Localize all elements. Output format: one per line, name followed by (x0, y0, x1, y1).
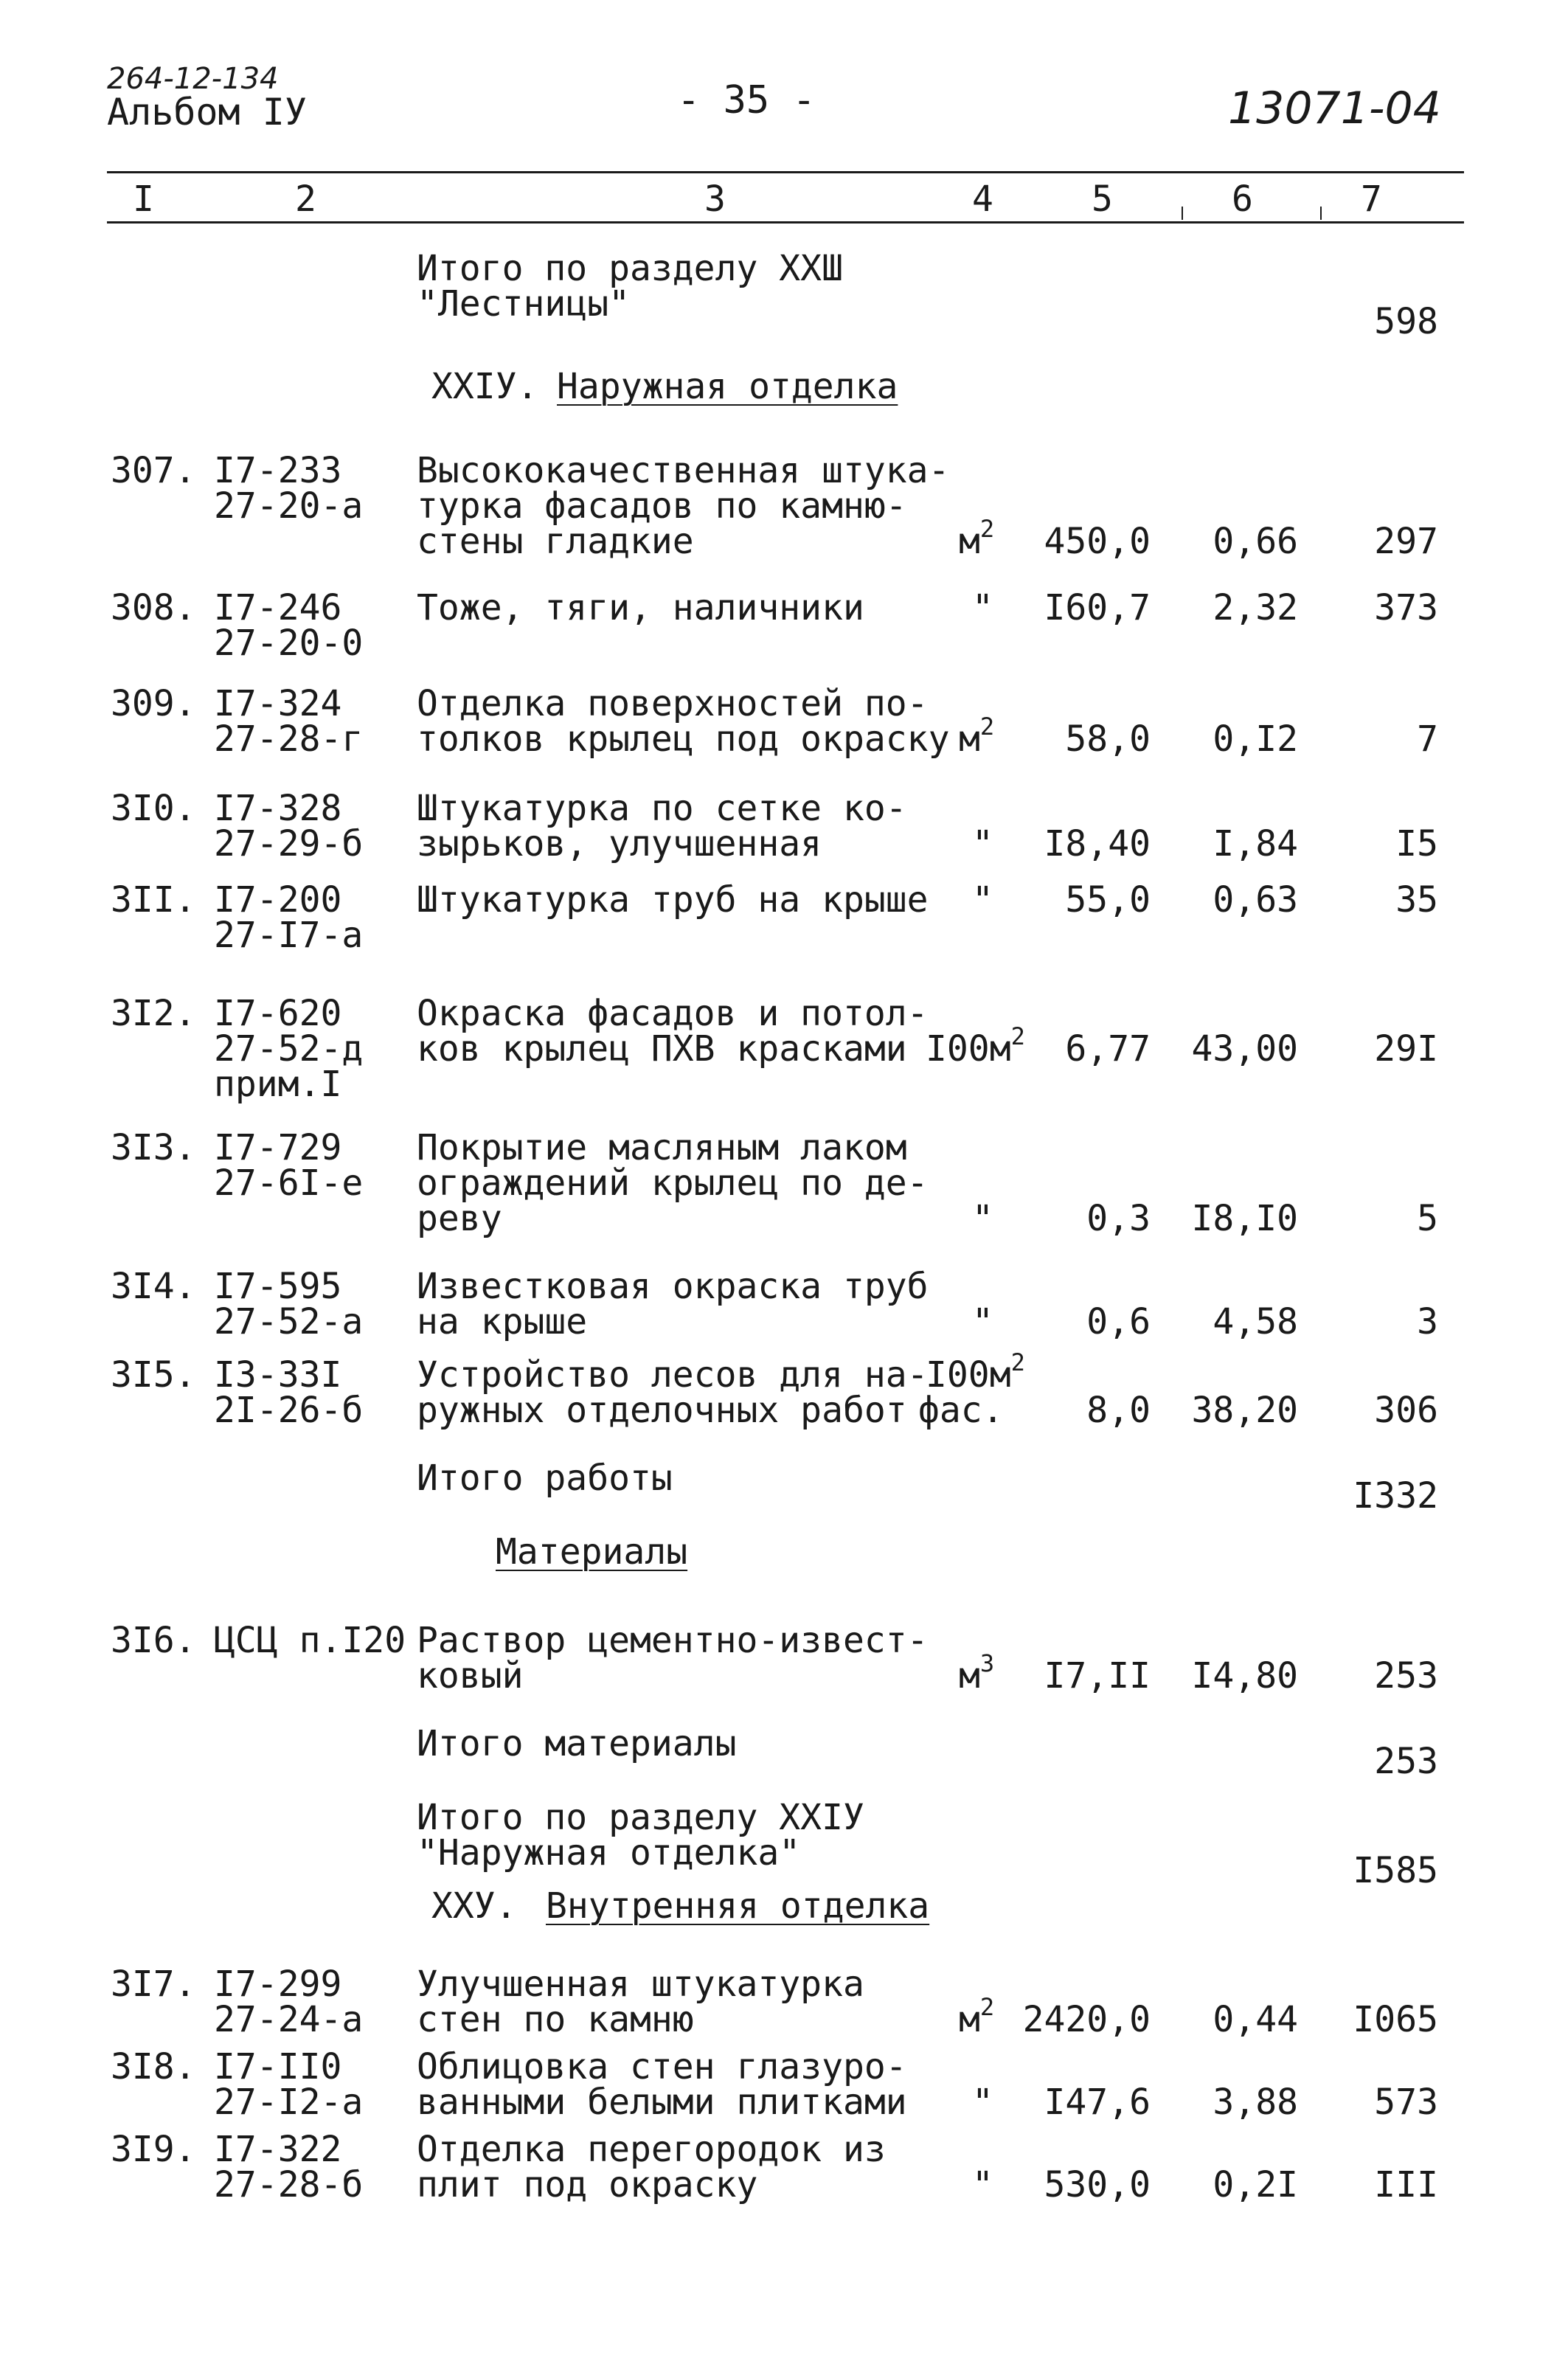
row-description: Устройство лесов для на- (417, 1354, 929, 1396)
row-total: 306 (1374, 1390, 1438, 1431)
row-unit-price: 0,I2 (1213, 718, 1298, 760)
row-quantity: I7,II (1044, 1655, 1151, 1697)
row-number: 3I5. (111, 1354, 196, 1396)
total-label: Итого по разделу ХХШ (417, 248, 843, 289)
row-unit-price: 4,58 (1213, 1301, 1298, 1342)
row-number: 3I8. (111, 2046, 196, 2087)
column-divider-7 (1320, 207, 1322, 220)
row-code: 27-24-а (214, 1999, 364, 2040)
row-code: 27-20-0 (214, 623, 364, 664)
row-unit-price: 43,00 (1191, 1028, 1298, 1070)
row-description: Высококачественная штука- (417, 450, 950, 491)
row-total: 3 (1417, 1301, 1438, 1342)
row-code: I7-595 (214, 1266, 342, 1307)
row-number: 309. (111, 683, 196, 724)
row-code: I7-233 (214, 450, 342, 491)
column-header-3: 3 (704, 179, 726, 220)
row-description: ковый (417, 1655, 524, 1697)
album-label: Альбом IУ (107, 91, 307, 134)
row-unit-price: I8,I0 (1191, 1198, 1298, 1239)
row-unit: " (972, 1198, 993, 1239)
document-code: 264-12-134 (107, 62, 279, 96)
row-description: турка фасадов по камню- (417, 485, 907, 527)
row-code: I7-322 (214, 2129, 342, 2170)
row-description: Штукатурка по сетке ко- (417, 788, 907, 829)
row-total: I065 (1353, 1999, 1438, 2040)
row-total: 253 (1374, 1655, 1438, 1697)
row-unit-price: 2,32 (1213, 587, 1298, 628)
total-value: I585 (1353, 1850, 1438, 1891)
column-header-1: I (133, 179, 154, 220)
row-number: 3I3. (111, 1127, 196, 1168)
row-code: 27-20-а (214, 485, 364, 527)
row-code: I7-729 (214, 1127, 342, 1168)
row-description: Раствор цементно-извест- (417, 1620, 929, 1661)
row-code: I7-200 (214, 879, 342, 921)
row-code: I3-33I (214, 1354, 342, 1396)
row-unit: " (972, 823, 993, 864)
row-quantity: 2420,0 (1022, 1999, 1151, 2040)
unit-superscript: 3 (979, 1649, 995, 1677)
row-unit-price: 3,88 (1213, 2082, 1298, 2123)
row-code: I7-246 (214, 587, 342, 628)
section-title: Внутренняя отделка (546, 1885, 930, 1927)
total-label: Итого работы (417, 1458, 673, 1499)
row-code: I7-328 (214, 788, 342, 829)
document-stamp: 13071-04 (1228, 83, 1441, 134)
row-total: 373 (1374, 587, 1438, 628)
row-description: реву (417, 1198, 502, 1239)
row-code: 27-28-б (214, 2164, 364, 2205)
unit-superscript: 2 (1010, 1348, 1025, 1376)
row-unit: $м^2$ (959, 515, 995, 562)
row-description: Покрытие масляным лаком (417, 1127, 907, 1168)
row-quantity: I60,7 (1044, 587, 1151, 628)
row-number: 3I2. (111, 993, 196, 1034)
row-total: 297 (1374, 521, 1438, 562)
total-label: "Наружная отделка" (417, 1832, 801, 1874)
row-description: стен по камню (417, 1999, 694, 2040)
row-code: прим.I (214, 1064, 342, 1105)
row-quantity: 0,3 (1086, 1198, 1151, 1239)
row-code: 27-28-г (214, 718, 364, 760)
row-unit-price: 38,20 (1191, 1390, 1298, 1431)
row-code: 2I-26-б (214, 1390, 364, 1431)
row-unit: $м^2$ (959, 713, 995, 760)
row-quantity: 6,77 (1065, 1028, 1151, 1070)
row-unit: " (972, 2164, 993, 2205)
column-header-6: 6 (1232, 179, 1253, 220)
page-number: - 35 - (677, 78, 816, 122)
column-header-5: 5 (1092, 179, 1113, 220)
row-unit: " (972, 587, 993, 628)
row-unit-price: I,84 (1213, 823, 1298, 864)
row-total: 7 (1417, 718, 1438, 760)
row-unit: $I00м^2$ (926, 1022, 1025, 1070)
row-quantity: 0,6 (1086, 1301, 1151, 1342)
header-bottom-rule (107, 221, 1464, 223)
row-total: 35 (1395, 879, 1438, 921)
row-unit-price: I4,80 (1191, 1655, 1298, 1697)
row-code: I7-324 (214, 683, 342, 724)
row-unit: " (972, 1301, 993, 1342)
row-description: на крыше (417, 1301, 588, 1342)
row-unit: $м^2$ (959, 1993, 995, 2040)
unit-superscript: 2 (979, 1993, 995, 2021)
row-code: 27-52-д (214, 1028, 364, 1070)
row-code: 27-6I-е (214, 1162, 364, 1204)
row-unit-price: 0,63 (1213, 879, 1298, 921)
row-code: 27-I2-а (214, 2082, 364, 2123)
row-unit: " (972, 2082, 993, 2123)
row-description: Отделка перегородок из (417, 2129, 886, 2170)
total-label: Итого по разделу ХХIУ (417, 1797, 864, 1838)
row-number: 3II. (111, 879, 196, 921)
row-unit-line2: фас. (918, 1390, 1004, 1431)
subsection-title: Материалы (496, 1531, 688, 1573)
row-quantity: 530,0 (1044, 2164, 1151, 2205)
row-quantity: 55,0 (1065, 879, 1151, 921)
row-description: ружных отделочных работ (417, 1390, 907, 1431)
column-header-7: 7 (1361, 179, 1382, 220)
row-description: Улучшенная штукатурка (417, 1964, 864, 2005)
unit-superscript: 2 (979, 713, 995, 741)
row-description: Окраска фасадов и потол- (417, 993, 929, 1034)
row-quantity: 58,0 (1065, 718, 1151, 760)
column-header-4: 4 (972, 179, 993, 220)
row-description: стены гладкие (417, 521, 694, 562)
column-divider-6 (1182, 207, 1183, 220)
row-description: Известковая окраска труб (417, 1266, 929, 1307)
row-number: 3I7. (111, 1964, 196, 2005)
row-number: 3I4. (111, 1266, 196, 1307)
row-number: 3I0. (111, 788, 196, 829)
row-description: Облицовка стен глазуро- (417, 2046, 907, 2087)
row-code: 27-52-а (214, 1301, 364, 1342)
row-quantity: 450,0 (1044, 521, 1151, 562)
row-quantity: 8,0 (1086, 1390, 1151, 1431)
row-code: I7-299 (214, 1964, 342, 2005)
row-description: зырьков, улучшенная (417, 823, 822, 864)
row-description: ков крылец ПХВ красками (417, 1028, 907, 1070)
row-description: Штукатурка труб на крыше (417, 879, 929, 921)
row-unit: $м^3$ (959, 1649, 995, 1697)
unit-superscript: 2 (979, 515, 995, 543)
row-quantity: I8,40 (1044, 823, 1151, 864)
section-number: ХХУ. (431, 1885, 517, 1927)
row-unit: " (972, 879, 993, 921)
total-value: I332 (1353, 1475, 1438, 1517)
header-top-rule (107, 171, 1464, 173)
total-label: "Лестницы" (417, 283, 630, 325)
row-quantity: I47,6 (1044, 2082, 1151, 2123)
row-unit-price: 0,66 (1213, 521, 1298, 562)
total-label: Итого материалы (417, 1723, 737, 1764)
total-value: 598 (1374, 301, 1438, 342)
row-unit-price: 0,2I (1213, 2164, 1298, 2205)
row-description: ванными белыми плитками (417, 2082, 907, 2123)
row-total: I5 (1395, 823, 1438, 864)
row-code: 27-I7-а (214, 915, 364, 956)
row-number: 3I6. (111, 1620, 196, 1661)
row-number: 308. (111, 587, 196, 628)
row-total: 573 (1374, 2082, 1438, 2123)
column-header-2: 2 (295, 179, 316, 220)
row-unit: $I00м^2$ (926, 1348, 1025, 1396)
total-value: 253 (1374, 1741, 1438, 1782)
section-title: Наружная отделка (557, 366, 898, 407)
unit-superscript: 2 (1010, 1022, 1025, 1050)
row-total: 29I (1374, 1028, 1438, 1070)
row-unit-price: 0,44 (1213, 1999, 1298, 2040)
section-number: ХХIУ. (431, 366, 538, 407)
row-description: плит под окраску (417, 2164, 758, 2205)
row-description: толков крылец под окраску (417, 718, 950, 760)
row-description: ограждений крылец по де- (417, 1162, 929, 1204)
row-total: 5 (1417, 1198, 1438, 1239)
row-total: III (1374, 2164, 1438, 2205)
row-number: 3I9. (111, 2129, 196, 2170)
row-code: 27-29-б (214, 823, 364, 864)
row-description: Отделка поверхностей по- (417, 683, 929, 724)
row-description: Тоже, тяги, наличники (417, 587, 864, 628)
row-code: I7-II0 (214, 2046, 342, 2087)
row-code: ЦСЦ п.I20 (214, 1620, 406, 1661)
row-number: 307. (111, 450, 196, 491)
row-code: I7-620 (214, 993, 342, 1034)
